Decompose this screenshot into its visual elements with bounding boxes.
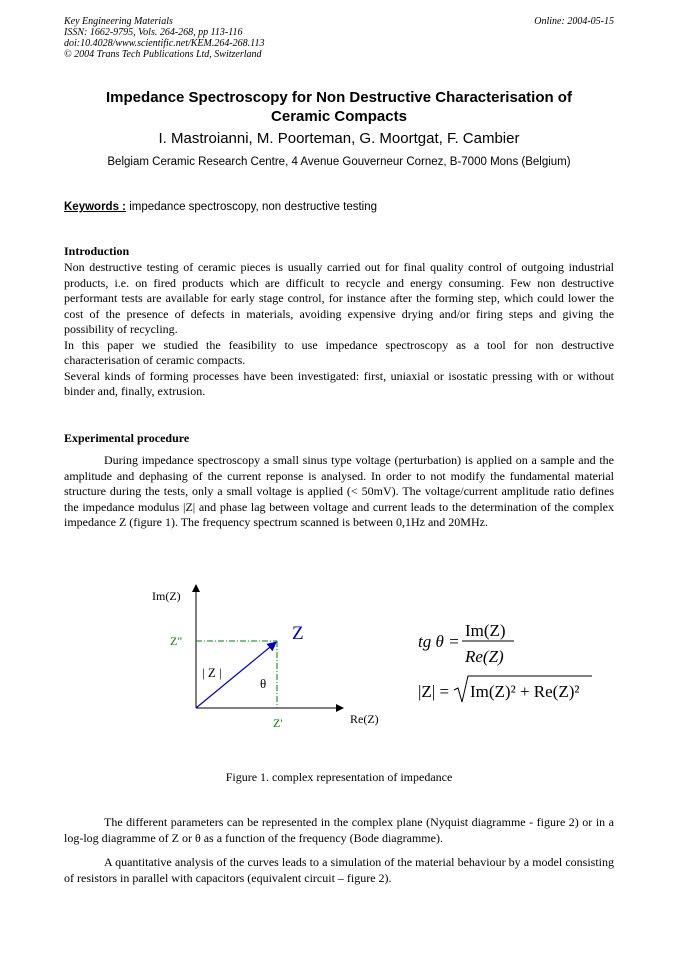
eq1-lhs: tg θ = bbox=[418, 632, 460, 651]
intro-paragraph-1: Non destructive testing of ceramic pieces is usually carried out for final quality control of outgoing industrial products, i.e. on fired products which are difficult to recycle and energy consuming. Few non destructive performant tests are available for early stage control, for instance after the forming step, which could lower the cost of the presence of defects in materials, avoiding expensive drying and/or firing steps and giving the possibility of recycling. bbox=[64, 260, 614, 336]
eq2-lhs: |Z| = bbox=[418, 682, 450, 701]
title-line-1: Impedance Spectroscopy for Non Destructive Characterisation of bbox=[106, 89, 572, 106]
copyright: © 2004 Trans Tech Publications Ltd, Switzerland bbox=[64, 49, 262, 60]
keywords-text: impedance spectroscopy, non destructive testing bbox=[129, 201, 378, 213]
z-double-prime-label: Z" bbox=[170, 634, 183, 648]
x-axis-label: Re(Z) bbox=[350, 712, 379, 726]
doi: doi:10.4028/www.scientific.net/KEM.264-268.113 bbox=[64, 38, 265, 49]
introduction-heading: Introduction bbox=[64, 244, 130, 258]
authors: I. Mastroianni, M. Poorteman, G. Moortgat, F. Cambier bbox=[158, 130, 520, 147]
y-axis-label: Im(Z) bbox=[152, 589, 181, 603]
after-paragraph-2: A quantitative analysis of the curves leads to a simulation of the material behaviour by a model consisting of resistors in parallel with capacitors (equivalent circuit – figure 2). bbox=[64, 855, 614, 885]
eq2-rhs: Im(Z)² + Re(Z)² bbox=[470, 682, 580, 701]
experimental-heading: Experimental procedure bbox=[64, 431, 190, 445]
paper-title bbox=[64, 88, 614, 126]
intro-paragraph-3: Several kinds of forming processes have been investigated: first, uniaxial or isostatic pressing with or without binder and, finally, extrusion. bbox=[64, 368, 614, 398]
modulus-label: | Z | bbox=[202, 665, 222, 680]
figure-caption: Figure 1. complex representation of impedance bbox=[225, 770, 453, 784]
issn: ISSN: 1662-9795, Vols. 264-268, pp 113-116 bbox=[64, 27, 243, 38]
eq1-numerator: Im(Z) bbox=[465, 621, 506, 640]
eq1-denominator: Re(Z) bbox=[465, 647, 504, 666]
online-date: Online: 2004-05-15 bbox=[534, 16, 614, 27]
experimental-paragraph: During impedance spectroscopy a small sinus type voltage (perturbation) is applied on a sample and the amplitude and dephasing of the current reponse is analysed. In order to not modify the fundamental material structure during the tests, only a small voltage is applied (< 50mV). The voltage/current amplitude ratio defines the impedance modulus |Z| and phase lag between voltage and current leads to the determination of the complex impedance Z (figure 1). The frequency spectrum scanned is between 0,1Hz and 20MHz. bbox=[64, 453, 614, 529]
journal-header bbox=[64, 16, 264, 60]
title-line-2: Ceramic Compacts bbox=[271, 108, 407, 125]
impedance-figure bbox=[140, 578, 610, 738]
intro-paragraph-2: In this paper we studied the feasibility to use impedance spectroscopy as a tool for non destructive characterisation of ceramic compacts. bbox=[64, 337, 614, 367]
journal-name: Key Engineering Materials bbox=[64, 16, 173, 27]
z-prime-label: Z' bbox=[273, 716, 283, 730]
after-paragraph-1: The different parameters can be represented in the complex plane (Nyquist diagramme - figure 2) or in a log-log diagramme of Z or θ as a function of the frequency (Bode diagramme). bbox=[64, 815, 614, 845]
introduction-body bbox=[64, 260, 614, 400]
affiliation: Belgiam Ceramic Research Centre, 4 Avenue Gouverneur Cornez, B-7000 Mons (Belgium) bbox=[107, 156, 571, 168]
z-label: Z bbox=[292, 623, 304, 644]
keywords-line bbox=[64, 201, 377, 213]
theta-label: θ bbox=[260, 676, 267, 691]
keywords-label: Keywords : bbox=[64, 201, 126, 213]
